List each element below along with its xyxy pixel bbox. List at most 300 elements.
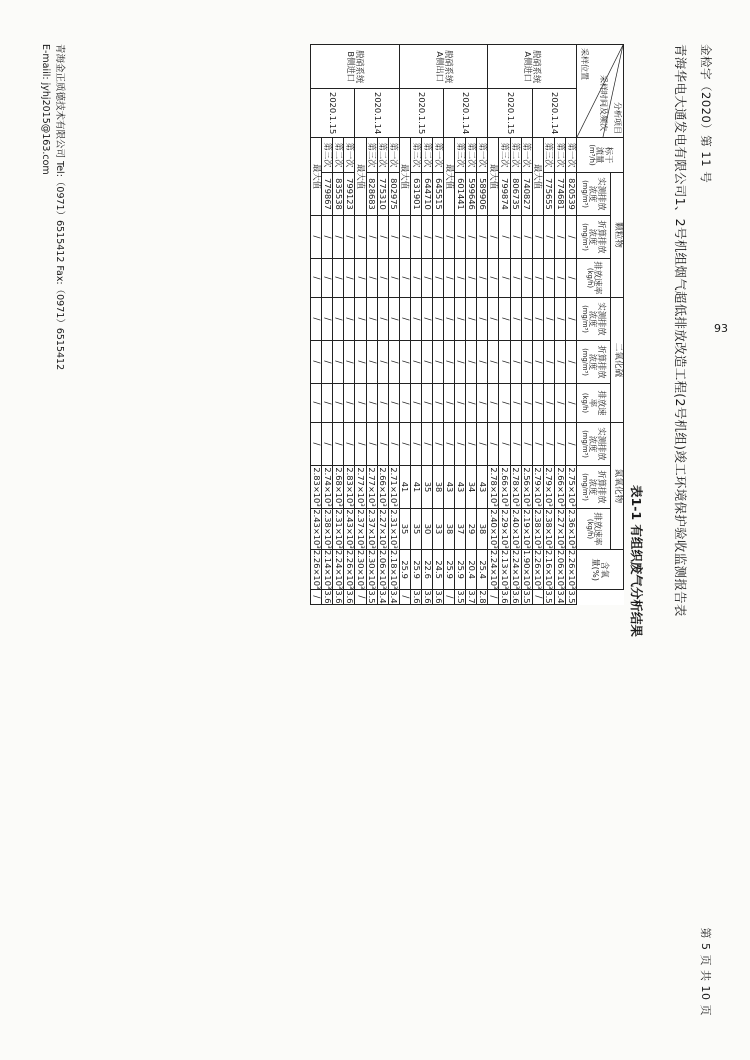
oxygen-cell: 3.5 (544, 590, 555, 604)
so2-converted-cell: / (477, 384, 488, 423)
nox-rate-cell: 2.26×10³ (345, 550, 356, 590)
pm-rate-cell: / (554, 298, 565, 341)
so2-measured-cell: / (565, 341, 576, 384)
so2-converted-cell: / (466, 384, 477, 423)
nox-rate-cell: 2.24×10³ (333, 550, 344, 590)
nox-rate-unit: (kg/h) (585, 518, 594, 540)
nox-converted-cell: 33 (432, 509, 443, 550)
oxygen-cell: 3.7 (466, 590, 477, 604)
nox-converted-cell: 2.38×10³ (544, 509, 555, 549)
group-header-pm: 颗粒物 (610, 173, 623, 298)
nox-rate-cell: 25.9 (399, 550, 410, 590)
table-body (311, 45, 577, 605)
max-label-cell: 最大值 (399, 138, 410, 216)
nox-converted-cell: 37 (455, 509, 466, 550)
pm-measured-cell: / (554, 216, 565, 259)
pm-measured-cell: / (311, 216, 322, 259)
nox-rate-cell: 25.9 (410, 550, 421, 590)
so2-measured-cell: / (322, 341, 333, 384)
oxygen-cell: 3.5 (367, 590, 378, 604)
pm-measured-cell: / (355, 216, 366, 259)
so2-converted-cell: / (532, 384, 543, 423)
emissions-table (310, 44, 624, 605)
nox-measured-cell: 2.79×10³ (544, 467, 555, 507)
so2-converted-cell: / (543, 384, 554, 423)
so2-converted-cell: / (565, 384, 576, 423)
so2-rate-cell: / (333, 423, 344, 466)
nox-converted-cell: 2.37×10³ (367, 509, 378, 549)
standard-flow-cell: 740827 (521, 173, 532, 216)
pm-rate-cell: / (388, 298, 399, 341)
flow-header (577, 138, 624, 173)
so2-measured-cell: / (366, 341, 377, 384)
nox-rate-cell: 24.5 (432, 550, 443, 590)
oxygen-cell: 3.5 (522, 590, 533, 604)
oxygen-cell: 3.6 (333, 590, 344, 604)
nox-measured-cell: 35 (421, 466, 432, 509)
so2-measured-cell: / (488, 341, 499, 384)
pm-converted-cell: / (432, 259, 443, 298)
group-header-nox: 氮氧化物 (610, 423, 623, 550)
oxygen-cell: / (532, 590, 543, 604)
pm-converted-cell: / (333, 259, 344, 298)
nox-converted-cell: 2.19×10³ (522, 509, 533, 549)
nox-rate-cell: 25.9 (444, 550, 455, 590)
sampling-frequency-cell: 第三次 (455, 138, 466, 173)
pm-rate-cell: / (333, 298, 344, 341)
nox-measured-cell: 2.79×10³ (533, 467, 544, 507)
nox-converted-cell: 29 (466, 509, 477, 550)
so2-rate-cell: / (410, 423, 421, 466)
so2-measured-cell: / (477, 341, 488, 384)
so2-rate-cell: / (322, 423, 333, 466)
pm-converted-cell: / (565, 259, 576, 298)
so2-rate-cell: / (388, 423, 399, 466)
sampling-frequency-cell: 第二次 (554, 138, 565, 173)
nox-rate-header (577, 509, 611, 550)
pm-converted-cell: / (455, 259, 466, 298)
pm-rate-cell: / (432, 298, 443, 341)
nox-converted-unit: (mg/m³) (580, 473, 589, 501)
table-row (344, 45, 355, 605)
standard-flow-cell: 820539 (565, 173, 576, 216)
nox-rate-cell: 25.4 (477, 550, 488, 590)
nox-converted-cell: 2.40×10³ (511, 509, 522, 549)
group-header-so2: 二氧化硫 (610, 298, 623, 423)
sampling-frequency-cell: 第二次 (333, 138, 344, 173)
oxygen-cell: 3.6 (322, 590, 333, 604)
so2-measured-cell: / (455, 341, 466, 384)
oxygen-cell: 3.6 (500, 590, 511, 604)
so2-rate-cell: / (532, 423, 543, 466)
pm-converted-cell: / (344, 259, 355, 298)
so2-measured-name: 实测排放 浓度 (588, 302, 608, 336)
standard-flow-cell: 599646 (466, 173, 477, 216)
sampling-date-cell: 2020.1.14 (444, 89, 488, 138)
pm-converted-name: 折算排放 浓度 (588, 220, 608, 254)
nox-converted-cell: 2.38×10³ (533, 509, 544, 549)
pm-rate-cell: / (410, 298, 421, 341)
nox-measured-cell: 2.66×10³ (555, 467, 566, 507)
page-number: 93 (714, 322, 728, 335)
pm-rate-cell: / (499, 298, 510, 341)
max-label-cell: 最大值 (488, 138, 499, 216)
oxygen-cell: 2.8 (477, 590, 488, 604)
pm-rate-cell: / (488, 298, 499, 341)
pm-measured-cell: / (444, 216, 455, 259)
corner-header-cell (577, 45, 624, 138)
nox-measured-header (577, 423, 611, 466)
nox-measured-cell: 43 (455, 466, 466, 509)
oxygen-cell: 3.5 (455, 590, 466, 604)
pm-rate-cell: / (399, 298, 410, 341)
so2-rate-cell: / (399, 423, 410, 466)
report-title: 青海华电大通发电有限公司1、2号机组烟气超低排放改造工程(2号机组)竣工环境保护验收监测报告表 (673, 44, 688, 617)
pm-rate-cell: / (366, 298, 377, 341)
so2-measured-cell: / (410, 341, 421, 384)
nox-rate-cell: 25.9 (455, 550, 466, 590)
sampling-frequency-cell: 第三次 (410, 138, 421, 173)
nox-measured-cell: 41 (399, 466, 410, 509)
nox-converted-cell: 38 (477, 509, 488, 550)
max-label-cell: 最大值 (311, 138, 322, 216)
nox-converted-cell: 2.27×10³ (555, 509, 566, 549)
nox-measured-cell: 2.78×10³ (511, 467, 522, 507)
nox-rate-cell: 2.26×10³ (533, 550, 544, 590)
pm-converted-cell: / (510, 259, 521, 298)
nox-converted-cell: 2.43×10³ (345, 509, 356, 549)
pm-converted-cell: / (322, 259, 333, 298)
nox-rate-cell: 22.6 (421, 550, 432, 590)
so2-measured-cell: / (499, 341, 510, 384)
so2-rate-header (577, 384, 611, 423)
so2-rate-unit: (kg/h) (580, 392, 589, 414)
nox-converted-header (577, 466, 611, 509)
nox-rate-cell: 2.14×10³ (322, 550, 333, 590)
so2-measured-cell: / (311, 341, 322, 384)
nox-measured-cell: 43 (444, 466, 455, 509)
sampling-date-cell: 2020.1.14 (355, 89, 399, 138)
nox-rate-cell: 2.06×10³ (555, 550, 566, 590)
nox-converted-cell: 2.40×10³ (489, 509, 500, 549)
pm-converted-header (577, 216, 611, 259)
pm-rate-unit: (kg/h) (585, 267, 594, 289)
pm-rate-cell: / (543, 298, 554, 341)
pm-rate-cell: / (311, 298, 322, 341)
so2-converted-header (577, 341, 611, 384)
nox-rate-cell: 2.30×10³ (367, 550, 378, 590)
pm-converted-unit: (mg/m³) (580, 223, 589, 251)
oxygen-cell: / (488, 590, 499, 604)
sampling-frequency-cell: 第一次 (565, 138, 576, 173)
so2-rate-cell: / (477, 423, 488, 466)
pm-measured-cell: / (322, 216, 333, 259)
sampling-frequency-cell: 第一次 (344, 138, 355, 173)
sampling-date-cell: 2020.1.15 (311, 89, 355, 138)
pm-measured-cell: / (366, 216, 377, 259)
pm-rate-cell: / (344, 298, 355, 341)
pm-converted-cell: / (311, 259, 322, 298)
document-number: 金检字（2020）第 11 号 (699, 44, 713, 184)
pm-rate-cell: / (532, 298, 543, 341)
pm-measured-cell: / (499, 216, 510, 259)
pm-converted-cell: / (410, 259, 421, 298)
nox-converted-cell: 2.31×10³ (333, 509, 344, 549)
pm-rate-name: 排放速率 (592, 261, 603, 295)
so2-rate-cell: / (488, 423, 499, 466)
nox-measured-cell: 2.83×10³ (311, 467, 322, 507)
so2-measured-cell: / (444, 341, 455, 384)
pm-measured-cell: / (466, 216, 477, 259)
sampling-frequency-cell: 第一次 (477, 138, 488, 173)
so2-converted-cell: / (432, 384, 443, 423)
table-row (521, 45, 532, 605)
so2-measured-cell: / (399, 341, 410, 384)
nox-converted-cell: 2.38×10³ (322, 509, 333, 549)
max-label-cell: 最大值 (444, 138, 455, 216)
oxygen-cell: / (355, 590, 366, 604)
sampling-frequency-cell: 第一次 (521, 138, 532, 173)
sampling-frequency-cell: 第三次 (499, 138, 510, 173)
nox-measured-cell: 2.66×10³ (500, 467, 511, 507)
so2-measured-cell: / (333, 341, 344, 384)
so2-measured-cell: / (532, 341, 543, 384)
pm-rate-cell: / (322, 298, 333, 341)
pm-converted-cell: / (444, 259, 455, 298)
sampling-frequency-cell: 第二次 (466, 138, 477, 173)
pm-converted-cell: / (421, 259, 432, 298)
nox-measured-cell: 2.77×10³ (356, 467, 367, 507)
nox-measured-cell: 2.77×10³ (367, 467, 378, 507)
pm-rate-cell: / (466, 298, 477, 341)
pm-rate-cell: / (421, 298, 432, 341)
nox-measured-cell: 2.68×10³ (333, 467, 344, 507)
pm-rate-cell: / (510, 298, 521, 341)
table-row (477, 45, 488, 605)
pm-measured-cell: / (543, 216, 554, 259)
pm-measured-cell: / (344, 216, 355, 259)
nox-rate-cell: 2.06×10³ (378, 550, 389, 590)
nox-measured-cell: 2.78×10³ (489, 467, 500, 507)
pm-measured-cell: / (532, 216, 543, 259)
so2-measured-cell: / (510, 341, 521, 384)
pm-rate-cell: / (477, 298, 488, 341)
standard-flow-cell: 779867 (322, 173, 333, 216)
oxygen-cell: 3.6 (511, 590, 522, 604)
so2-converted-cell: / (355, 384, 366, 423)
max-label-cell: 最大值 (532, 138, 543, 216)
corner-label-position: 采样位置 (579, 48, 589, 80)
so2-rate-cell: / (377, 423, 388, 466)
pm-measured-cell: / (477, 216, 488, 259)
nox-measured-cell: 2.66×10³ (378, 467, 389, 507)
table-row (388, 45, 399, 605)
so2-measured-cell: / (355, 341, 366, 384)
max-label-cell: 最大值 (355, 138, 366, 216)
oxygen-cell: / (311, 590, 322, 604)
oxygen-cell: 3.4 (378, 590, 389, 604)
so2-converted-cell: / (488, 384, 499, 423)
pm-measured-cell: / (377, 216, 388, 259)
sampling-position-cell: 脱硝系统 B侧进口 (311, 45, 400, 89)
pm-measured-cell: / (421, 216, 432, 259)
oxygen-cell: 3.6 (422, 590, 433, 604)
so2-rate-cell: / (543, 423, 554, 466)
oxygen-header (577, 550, 624, 590)
sampling-frequency-cell: 第二次 (421, 138, 432, 173)
oxygen-cell: / (399, 590, 410, 604)
page-indicator: 第 5 页 共 10 页 (699, 927, 712, 1016)
nox-measured-cell: 2.83×10³ (345, 467, 356, 507)
nox-measured-cell: 2.71×10³ (389, 467, 400, 507)
nox-measured-cell: 38 (432, 466, 443, 509)
oxygen-header-unit: 量(%) (591, 558, 601, 581)
so2-converted-cell: / (399, 384, 410, 423)
standard-flow-cell: 774681 (554, 173, 565, 216)
sampling-frequency-cell: 第二次 (377, 138, 388, 173)
sampling-frequency-cell: 第一次 (432, 138, 443, 173)
pm-converted-cell: / (366, 259, 377, 298)
so2-converted-cell: / (444, 384, 455, 423)
so2-rate-cell: / (311, 423, 322, 466)
nox-measured-cell: 34 (466, 466, 477, 509)
so2-converted-cell: / (421, 384, 432, 423)
so2-converted-cell: / (388, 384, 399, 423)
sampling-frequency-cell: 第一次 (388, 138, 399, 173)
nox-rate-cell: 1.90×10³ (522, 550, 533, 590)
nox-converted-cell: 30 (421, 509, 432, 550)
so2-converted-cell: / (410, 384, 421, 423)
so2-measured-cell: / (421, 341, 432, 384)
pm-measured-cell: / (388, 216, 399, 259)
standard-flow-cell: 645515 (432, 173, 443, 216)
pm-rate-cell: / (521, 298, 532, 341)
sampling-frequency-cell: 第三次 (322, 138, 333, 173)
sampling-position-cell: 脱硝系统 A侧进口 (488, 45, 577, 89)
standard-flow-cell: 806735 (510, 173, 521, 216)
rotated-document-body (30, 30, 720, 1030)
sampling-frequency-cell: 第三次 (366, 138, 377, 173)
so2-measured-cell: / (432, 341, 443, 384)
pm-converted-cell: / (543, 259, 554, 298)
standard-flow-cell: 802975 (388, 173, 399, 216)
sampling-frequency-cell: 第三次 (543, 138, 554, 173)
pm-measured-unit: (mg/m³) (580, 180, 589, 208)
nox-measured-cell: 41 (410, 466, 421, 509)
standard-flow-cell: 601441 (455, 173, 466, 216)
so2-measured-header (577, 298, 611, 341)
pm-converted-cell: / (466, 259, 477, 298)
nox-converted-cell: 35 (399, 509, 410, 550)
so2-converted-cell: / (499, 384, 510, 423)
pm-measured-header (577, 173, 611, 216)
nox-measured-cell: 2.75×10³ (566, 467, 577, 507)
pm-converted-cell: / (388, 259, 399, 298)
so2-converted-unit: (mg/m³) (580, 348, 589, 376)
so2-rate-cell: / (499, 423, 510, 466)
so2-converted-cell: / (455, 384, 466, 423)
sampling-date-cell: 2020.1.15 (399, 89, 443, 138)
sampling-position-cell: 脱硝系统 A侧出口 (399, 45, 488, 89)
pm-rate-cell: / (565, 298, 576, 341)
oxygen-cell: 3.6 (433, 590, 444, 604)
standard-flow-cell: 828683 (366, 173, 377, 216)
pm-measured-cell: / (510, 216, 521, 259)
nox-measured-cell: 2.74×10³ (322, 467, 333, 507)
sampling-date-cell: 2020.1.14 (532, 89, 576, 138)
corner-label-time: 采样时间及频次 (599, 75, 608, 131)
nox-rate-cell: 2.30×10³ (356, 550, 367, 590)
pm-measured-cell: / (333, 216, 344, 259)
table-row (565, 45, 576, 605)
nox-rate-cell: 2.26×10³ (311, 550, 322, 590)
pm-measured-cell: / (488, 216, 499, 259)
pm-measured-cell: / (455, 216, 466, 259)
pm-measured-cell: / (521, 216, 532, 259)
nox-rate-name: 排放速率 (592, 512, 603, 546)
pm-converted-cell: / (554, 259, 565, 298)
so2-measured-cell: / (554, 341, 565, 384)
pm-measured-cell: / (565, 216, 576, 259)
so2-converted-cell: / (311, 384, 322, 423)
so2-rate-name: 排放速 率 (588, 390, 608, 416)
flow-header-unit: (m³/h) (587, 144, 596, 166)
sampling-date-cell: 2020.1.15 (488, 89, 532, 138)
oxygen-cell: 3.4 (555, 590, 566, 604)
so2-measured-unit: (mg/m³) (580, 305, 589, 333)
oxygen-header-name: 含氧 (600, 561, 611, 578)
so2-converted-cell: / (554, 384, 565, 423)
flow-header-name: 标干 流量 (594, 146, 615, 164)
pm-rate-cell: / (444, 298, 455, 341)
pm-measured-cell: / (410, 216, 421, 259)
so2-converted-cell: / (377, 384, 388, 423)
nox-rate-cell: 2.26×10³ (566, 550, 577, 590)
pm-rate-cell: / (455, 298, 466, 341)
so2-converted-cell: / (521, 384, 532, 423)
pm-measured-name: 实测排放 浓度 (588, 177, 608, 211)
so2-rate-cell: / (366, 423, 377, 466)
standard-flow-cell: 835538 (333, 173, 344, 216)
pm-converted-cell: / (399, 259, 410, 298)
pm-measured-cell: / (432, 216, 443, 259)
pm-converted-cell: / (521, 259, 532, 298)
pm-measured-cell: / (399, 216, 410, 259)
corner-label-analysis: 分析项目 (613, 102, 622, 134)
nox-converted-cell: 2.36×10³ (566, 509, 577, 549)
nox-converted-cell: 2.29×10³ (500, 509, 511, 549)
nox-converted-cell: 38 (444, 509, 455, 550)
table-row (432, 45, 443, 605)
nox-measured-name: 实测排放 浓度 (588, 427, 608, 461)
standard-flow-cell: 799123 (344, 173, 355, 216)
so2-rate-cell: / (554, 423, 565, 466)
so2-measured-cell: / (344, 341, 355, 384)
nox-rate-cell: 2.13×10³ (500, 550, 511, 590)
so2-rate-cell: / (565, 423, 576, 466)
oxygen-cell: 3.6 (345, 590, 356, 604)
footer-line-2: E-maiil: jyhj2015@163.com (40, 44, 52, 175)
pm-converted-cell: / (355, 259, 366, 298)
pm-converted-cell: / (377, 259, 388, 298)
oxygen-cell: 3.4 (389, 590, 400, 604)
so2-rate-cell: / (344, 423, 355, 466)
so2-converted-cell: / (333, 384, 344, 423)
table-title: 表1-1 有组织废气分析结果 (629, 485, 644, 637)
so2-rate-cell: / (510, 423, 521, 466)
so2-rate-cell: / (521, 423, 532, 466)
nox-measured-cell: 2.56×10³ (522, 467, 533, 507)
